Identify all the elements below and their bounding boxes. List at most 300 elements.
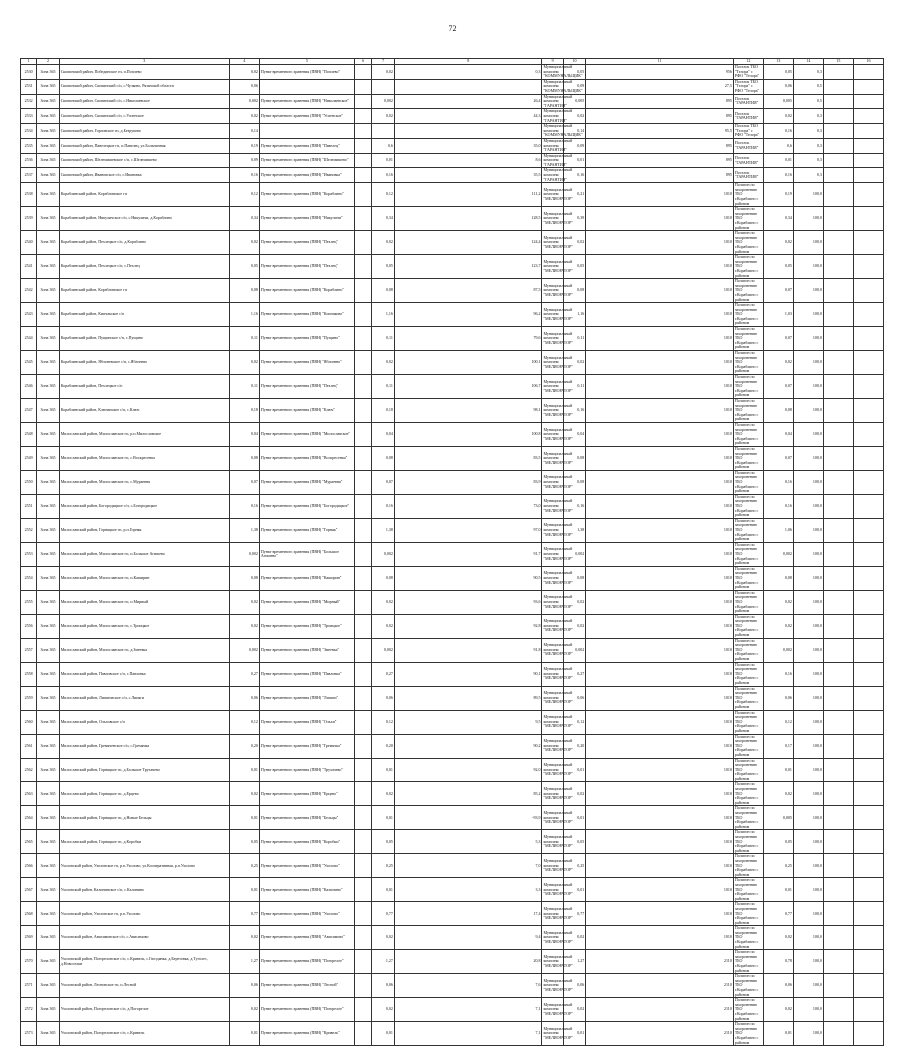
empty-cell (354, 1022, 372, 1046)
row-number: 2539 (21, 207, 37, 231)
distance-cell: 83,9 (394, 470, 542, 494)
distance-cell: 27,5 (586, 79, 734, 94)
operator-cell: Муниципальный комплекс "МЕЛИОРАТОР" (542, 183, 563, 207)
volume-cell: 1,38 (372, 518, 395, 542)
object-cell: Пункт временного хранения (ПВН) "Горняк" (259, 518, 354, 542)
location-cell: Милославский район, Горняцкое гп, д.Новые Бельцы (59, 806, 229, 830)
operator-cell: Муниципальный комплекс "МЕЛИОРАТОР" (542, 231, 563, 255)
zone-code: Зона 365 (37, 998, 60, 1022)
distance-cell: 1010 (586, 470, 734, 494)
empty-cell (853, 926, 883, 950)
empty-cell (823, 878, 853, 902)
location-cell: Кораблинский район, Яблоневское с/п, с.Яблонево (59, 351, 229, 375)
empty-cell (354, 854, 372, 878)
operator-cell: Муниципальный комплекс "МЕЛИОРАТОР" (542, 255, 563, 279)
volume-cell: 0,34 (229, 207, 259, 231)
zone-code: Зона 365 (37, 279, 60, 303)
location-cell: Ухоловский район, Лесновское гп, п.Лесной (59, 974, 229, 998)
volume-cell: 0,11 (563, 327, 586, 351)
row-number: 2546 (21, 375, 37, 399)
distance-cell: 1010 (586, 662, 734, 686)
volume-cell: 0,27 (229, 662, 259, 686)
object-cell: Пункт временного хранения (ПВН) "Пущино" (259, 327, 354, 351)
empty-cell (354, 566, 372, 590)
volume-cell: 0,21 (563, 183, 586, 207)
object-cell: Пункт временного хранения (ПВН) "Змеевка" (259, 638, 354, 662)
distance-cell: 26,4 (394, 94, 542, 109)
empty-cell (354, 138, 372, 153)
empty-cell (853, 854, 883, 878)
zone-code: Зона 365 (37, 138, 60, 153)
row-number: 2560 (21, 710, 37, 734)
table-row (21, 830, 884, 854)
location-cell: Скопинский район, Побединское гп, п.Поплево (59, 65, 229, 80)
zone-code: Зона 365 (37, 638, 60, 662)
distance-cell: 7,6 (394, 974, 542, 998)
empty-cell (354, 686, 372, 710)
location-cell: Милославский район, Милославское гп, д.Змеевка (59, 638, 229, 662)
location-cell: Ухоловский район, Калининское с/п, с.Калинино (59, 878, 229, 902)
destination-cell: Полигон по захоронению ТБО г.Кораблино с районом (733, 207, 763, 231)
empty-cell (354, 878, 372, 902)
volume-cell: 0,07 (372, 470, 395, 494)
empty-cell (354, 124, 372, 139)
operator-cell: Муниципальный комплекс "МЕЛИОРАТОР" (542, 710, 563, 734)
location-cell: Скопинский район, Горловское гп, д.Безруково (59, 124, 229, 139)
distance-cell: 79,6 (394, 327, 542, 351)
distance-cell: 7,1 (394, 1022, 542, 1046)
location-cell: Милославский район, Горняцкое гп, д.Ерцево (59, 782, 229, 806)
object-cell: Пункт временного хранения (ПВН) "Поплево" (259, 65, 354, 80)
empty-cell (823, 153, 853, 168)
zone-code: Зона 365 (37, 542, 60, 566)
zone-code: Зона 365 (37, 109, 60, 124)
zone-code: Зона 365 (37, 470, 60, 494)
distance-cell: 100,8 (394, 422, 542, 446)
empty-cell (354, 518, 372, 542)
empty-cell (354, 710, 372, 734)
value-cell: 100,0 (793, 950, 823, 974)
object-cell: Пункт временного хранения (ПВН) "Яблонево" (259, 351, 354, 375)
destination-cell: Поселок "ГАРАНТИЯ" (733, 94, 763, 109)
empty-cell (853, 662, 883, 686)
empty-cell (354, 806, 372, 830)
distance-cell: 35,5 (394, 168, 542, 183)
destination-cell: Полигон по захоронению ТБО г.Кораблино с районом (733, 758, 763, 782)
value-cell: 0,5 (793, 94, 823, 109)
volume-cell: 1,27 (563, 950, 586, 974)
column-header-9: 9 (542, 59, 563, 65)
destination-cell: Полигон по захоронению ТБО г.Кораблино с районом (733, 398, 763, 422)
value-cell: 100,0 (793, 255, 823, 279)
zone-code: Зона 365 (37, 830, 60, 854)
value-cell: 100,0 (793, 614, 823, 638)
volume-cell: 0,08 (229, 566, 259, 590)
empty-cell (853, 207, 883, 231)
distance-cell: 2110 (586, 1022, 734, 1046)
destination-cell: Полигон по захоронению ТБО г.Кораблино с районом (733, 830, 763, 854)
table-row (21, 303, 884, 327)
empty-cell (823, 207, 853, 231)
volume-cell: 0,01 (229, 758, 259, 782)
empty-cell (853, 806, 883, 830)
volume-cell: 0,77 (563, 902, 586, 926)
distance-cell: 90,1 (394, 662, 542, 686)
volume-cell: 0,06 (563, 974, 586, 998)
distance-cell: 111,2 (394, 183, 542, 207)
location-cell: Милославский район, Горняцкое гп, д.Большое Трухачево (59, 758, 229, 782)
empty-cell (823, 109, 853, 124)
empty-cell (853, 153, 883, 168)
object-cell: Пункт временного хранения (ПВН) "Пехлец" (259, 255, 354, 279)
distance-cell: 1010 (586, 638, 734, 662)
value-cell: 100,0 (793, 566, 823, 590)
empty-cell (823, 854, 853, 878)
volume-cell: 0,02 (563, 351, 586, 375)
empty-cell (853, 65, 883, 80)
volume-cell: 0,06 (763, 79, 793, 94)
zone-code: Зона 365 (37, 446, 60, 470)
volume-cell: 0,05 (372, 255, 395, 279)
row-number: 2558 (21, 662, 37, 686)
value-cell: 100,0 (793, 686, 823, 710)
location-cell: Милославский район, Милославское гп, п.Каширин (59, 566, 229, 590)
object-cell: Пункт временного хранения (ПВН) "Ависимово" (259, 926, 354, 950)
volume-cell: 0,002 (372, 542, 395, 566)
value-cell: 100,0 (793, 1022, 823, 1046)
distance-cell: 124,4 (394, 231, 542, 255)
column-header-5: 5 (259, 59, 354, 65)
empty-cell (354, 830, 372, 854)
column-header-6: 6 (354, 59, 372, 65)
volume-cell: 0,07 (229, 470, 259, 494)
value-cell: 100,0 (793, 327, 823, 351)
empty-cell (823, 327, 853, 351)
operator-cell: Муниципальный комплекс "МЕЛИОРАТОР" (542, 950, 563, 974)
volume-cell: 0,02 (763, 109, 793, 124)
table-row (21, 782, 884, 806)
volume-cell: 0,25 (563, 854, 586, 878)
volume-cell: 0,11 (563, 375, 586, 399)
destination-cell: Полигон по захоронению ТБО г.Кораблино с районом (733, 255, 763, 279)
zone-code: Зона 365 (37, 878, 60, 902)
object-cell: Пункт временного хранения (ПВН) "Пехлец" (259, 375, 354, 399)
empty-cell (853, 231, 883, 255)
volume-cell: 0,01 (229, 878, 259, 902)
volume-cell: 0,02 (229, 65, 259, 80)
object-cell: Пункт временного хранения (ПВН) "Павловка" (259, 662, 354, 686)
row-number: 2556 (21, 614, 37, 638)
object-cell: Пункт временного хранения (ПВН) "Ивановка" (259, 168, 354, 183)
operator-cell: Муниципальный комплекс "МЕЛИОРАТОР" (542, 327, 563, 351)
distance-cell: 8,6 (394, 153, 542, 168)
volume-cell: 0,01 (372, 153, 395, 168)
empty-cell (823, 566, 853, 590)
volume-cell: 0,02 (372, 351, 395, 375)
distance-cell: 91,8 (394, 638, 542, 662)
distance-cell: 90,2 (394, 734, 542, 758)
volume-cell: 0,34 (372, 207, 395, 231)
volume-cell: 0,07 (763, 279, 793, 303)
object-cell: Пункт временного хранения (ПВН) "Милославское" (259, 422, 354, 446)
distance-cell: 89,5 (394, 686, 542, 710)
location-cell: Милославский район, Милославское гп, с.Троицкое (59, 614, 229, 638)
table-row (21, 710, 884, 734)
volume-cell: 0,02 (763, 590, 793, 614)
empty-cell (823, 542, 853, 566)
location-cell: Ухоловский район, Ухоловское гп, р.п.Ухолово (59, 902, 229, 926)
zone-code: Зона 365 (37, 950, 60, 974)
volume-cell: 0,14 (563, 124, 586, 139)
distance-cell: 44,3 (394, 109, 542, 124)
zone-code: Зона 365 (37, 806, 60, 830)
table-row (21, 79, 884, 94)
empty-cell (853, 470, 883, 494)
object-cell (259, 124, 354, 139)
operator-cell: Муниципальный комплекс "ГАРАНТИЯ" (543, 93, 573, 108)
distance-cell: 97,0 (394, 518, 542, 542)
destination-cell: Полигон по захоронению ТБО г.Кораблино с районом (733, 878, 763, 902)
distance-cell: 1010 (586, 614, 734, 638)
zone-code: Зона 365 (37, 782, 60, 806)
volume-cell: 0,18 (229, 398, 259, 422)
empty-cell (354, 231, 372, 255)
value-cell: 100,0 (793, 902, 823, 926)
empty-cell (823, 638, 853, 662)
distance-cell: 2110 (586, 998, 734, 1022)
volume-cell: 0,12 (229, 710, 259, 734)
volume-cell: 0,05 (229, 255, 259, 279)
location-cell: Кораблинский район, Пехлецкое с/п, д.Кораблино (59, 231, 229, 255)
destination-cell: Полигон по захоронению ТБО г.Кораблино с районом (733, 806, 763, 830)
distance-cell: 1010 (586, 327, 734, 351)
volume-cell: 0,39 (563, 207, 586, 231)
destination-cell: Поселок ТБО "Телора" с РФО "Телора" (733, 65, 763, 80)
destination-cell: Поселок "ГАРАНТИЯ" (733, 109, 763, 124)
empty-cell (354, 327, 372, 351)
volume-cell: 0,17 (763, 734, 793, 758)
empty-cell (823, 79, 853, 94)
location-cell: Милославский район, Гремяченское с/п, с.Гремячка (59, 734, 229, 758)
volume-cell: 0,25 (372, 854, 395, 878)
distance-cell: 73,0 (394, 494, 542, 518)
volume-cell: 0,16 (763, 662, 793, 686)
volume-cell: 0,34 (763, 207, 793, 231)
empty-cell (354, 782, 372, 806)
volume-cell: 0,02 (372, 614, 395, 638)
row-number: 2565 (21, 830, 37, 854)
volume-cell: 0,20 (372, 734, 395, 758)
empty-cell (354, 65, 372, 80)
volume-cell: 0,08 (563, 470, 586, 494)
volume-cell: 0,12 (563, 710, 586, 734)
table-row (21, 255, 884, 279)
empty-cell (823, 279, 853, 303)
destination-cell: Полигон по захоронению ТБО г.Кораблино с районом (733, 1022, 763, 1046)
destination-cell: Полигон по захоронению ТБО г.Кораблино с районом (733, 662, 763, 686)
row-number: 2551 (21, 494, 37, 518)
destination-cell: Полигон по захоронению ТБО г.Кораблино с районом (733, 422, 763, 446)
location-cell: Милославский район, Липяговское с/п, с.Липяги (59, 686, 229, 710)
table-row (21, 494, 884, 518)
volume-cell: 0,02 (563, 926, 586, 950)
operator-cell: Муниципальный комплекс "МЕЛИОРАТОР" (542, 782, 563, 806)
volume-cell: 0,19 (229, 138, 259, 153)
location-cell: Кораблинский район, Кипчакское с/п (59, 303, 229, 327)
value-cell: 100,0 (793, 446, 823, 470)
empty-cell (354, 207, 372, 231)
location-cell: Милославский район, Милославское гп, п.Мирный (59, 590, 229, 614)
operator-cell: Муниципальный комплекс "МЕЛИОРАТОР" (542, 878, 563, 902)
empty-cell (853, 327, 883, 351)
volume-cell: 0,6 (372, 138, 395, 153)
row-number: 2569 (21, 926, 37, 950)
distance-cell: 7,0 (394, 854, 542, 878)
column-header-2: 2 (37, 59, 60, 65)
empty-cell (354, 109, 372, 124)
empty-cell (853, 902, 883, 926)
distance-cell: 1010 (586, 446, 734, 470)
table-row (21, 138, 884, 153)
volume-cell: 0,20 (229, 734, 259, 758)
column-header-3: 3 (59, 59, 229, 65)
location-cell: Скопинский район, Скопинский с/п, с.Чулково, Рязанской области (59, 79, 229, 94)
zone-code: Зона 365 (37, 686, 60, 710)
object-cell: Пункт временного хранения (ПВН) "Николаевское" (259, 94, 354, 109)
volume-cell: 0,02 (563, 109, 586, 124)
object-cell: Пункт временного хранения (ПВН) "Шелемишево" (259, 153, 354, 168)
page-number: 72 (448, 24, 457, 33)
destination-cell: Полигон по захоронению ТБО г.Кораблино с районом (733, 351, 763, 375)
object-cell: Пункт временного хранения (ПВН) "Мирный" (259, 590, 354, 614)
object-cell: Пункт временного хранения (ПВН) "Троицкое" (259, 614, 354, 638)
operator-cell: Муниципальный комплекс "МЕЛИОРАТОР" (542, 662, 563, 686)
empty-cell (823, 710, 853, 734)
empty-cell (823, 138, 853, 153)
operator-cell: Муниципальный комплекс "МЕЛИОРАТОР" (542, 686, 563, 710)
empty-cell (853, 758, 883, 782)
operator-cell: Муниципальный комплекс "МЕЛИОРАТОР" (542, 758, 563, 782)
distance-cell: 895 (586, 153, 734, 168)
empty-cell (823, 65, 853, 80)
value-cell: 100,0 (793, 303, 823, 327)
empty-cell (823, 168, 853, 183)
empty-cell (823, 422, 853, 446)
volume-cell: 0,01 (563, 1022, 586, 1046)
location-cell: Кораблинский район, Пехлецкое с/п, с.Пехлец (59, 255, 229, 279)
distance-cell: 1010 (586, 183, 734, 207)
location-cell: Скопинский район, Ивановское с/п, с.Ивановка (59, 168, 229, 183)
distance-cell: 96,2 (394, 303, 542, 327)
distance-cell: 83,5 (394, 446, 542, 470)
volume-cell: 0,06 (372, 686, 395, 710)
volume-cell: 0,07 (763, 446, 793, 470)
destination-cell: Поселок ТБО "Телора" с РФО "Телора" (733, 124, 763, 139)
zone-code: Зона 365 (37, 398, 60, 422)
object-cell: Пункт временного хранения (ПВН) "Кораблино" (259, 279, 354, 303)
empty-cell (823, 375, 853, 399)
volume-cell: 0,005 (563, 94, 586, 109)
empty-cell (354, 758, 372, 782)
table-row (21, 806, 884, 830)
empty-cell (354, 183, 372, 207)
destination-cell: Полигон по захоронению ТБО г.Кораблино с районом (733, 446, 763, 470)
destination-cell: Полигон по захоронению ТБО г.Кораблино с районом (733, 303, 763, 327)
distance-cell: -93,9 (394, 806, 542, 830)
object-cell (259, 79, 354, 94)
volume-cell: 0,002 (563, 542, 586, 566)
operator-cell: Муниципальный комплекс "МЕЛИОРАТОР" (542, 1022, 563, 1046)
value-cell: 100,0 (793, 638, 823, 662)
distance-cell (394, 124, 542, 139)
operator-cell: Муниципальный комплекс "МЕЛИОРАТОР" (542, 566, 563, 590)
volume-cell: 0,16 (763, 494, 793, 518)
distance-cell: 1010 (586, 806, 734, 830)
volume-cell: 0,002 (763, 542, 793, 566)
table-row (21, 518, 884, 542)
location-cell: Милославский район, Милославское гп, с.Мураевня (59, 470, 229, 494)
volume-cell: 0,002 (229, 638, 259, 662)
empty-cell (853, 303, 883, 327)
value-cell: 100,0 (793, 375, 823, 399)
empty-cell (823, 758, 853, 782)
operator-cell: Муниципальный комплекс "МЕЛИОРАТОР" (542, 902, 563, 926)
value-cell: 100,0 (793, 974, 823, 998)
row-number: 2540 (21, 231, 37, 255)
empty-cell (853, 998, 883, 1022)
distance-cell: 0,3 (394, 65, 542, 80)
distance-cell: 895 (586, 168, 734, 183)
destination-cell: Поселок ТБО "Телора" с РФО "Телора" (733, 79, 763, 94)
row-number: 2543 (21, 303, 37, 327)
volume-cell: 0,06 (229, 79, 259, 94)
value-cell: 100,0 (793, 351, 823, 375)
row-number: 2532 (21, 94, 37, 109)
column-header-11: 11 (586, 59, 734, 65)
operator-cell: Муниципальный комплекс "МЕЛИОРАТОР" (542, 734, 563, 758)
distance-cell: 5,3 (394, 830, 542, 854)
operator-cell: Муниципальный комплекс "МЕЛИОРАТОР" (542, 830, 563, 854)
empty-cell (853, 124, 883, 139)
location-cell: Милославский район, Горняцкое гп, д.Коробки (59, 830, 229, 854)
volume-cell: 0,05 (763, 65, 793, 80)
distance-cell: 1010 (586, 542, 734, 566)
destination-cell: Полигон по захоронению ТБО г.Кораблино с районом (733, 470, 763, 494)
volume-cell: 0,12 (372, 710, 395, 734)
empty-cell (853, 590, 883, 614)
distance-cell: 100,1 (394, 351, 542, 375)
volume-cell: 0,02 (563, 782, 586, 806)
destination-cell: Полигон по захоронению ТБО г.Кораблино с районом (733, 974, 763, 998)
distance-cell: 1010 (586, 566, 734, 590)
row-number: 2531 (21, 79, 37, 94)
volume-cell: 0,02 (229, 590, 259, 614)
empty-cell (823, 806, 853, 830)
volume-cell: 0,002 (229, 94, 259, 109)
volume-cell: 0,01 (763, 758, 793, 782)
column-header-12: 12 (733, 59, 763, 65)
table-row (21, 878, 884, 902)
volume-cell (372, 79, 395, 94)
empty-cell (823, 398, 853, 422)
table-row (21, 183, 884, 207)
table-row (21, 854, 884, 878)
column-header-16: 16 (853, 59, 883, 65)
zone-code: Зона 365 (37, 79, 60, 94)
distance-cell: 1010 (586, 686, 734, 710)
volume-cell: 0,25 (763, 854, 793, 878)
volume-cell: 0,27 (563, 662, 586, 686)
